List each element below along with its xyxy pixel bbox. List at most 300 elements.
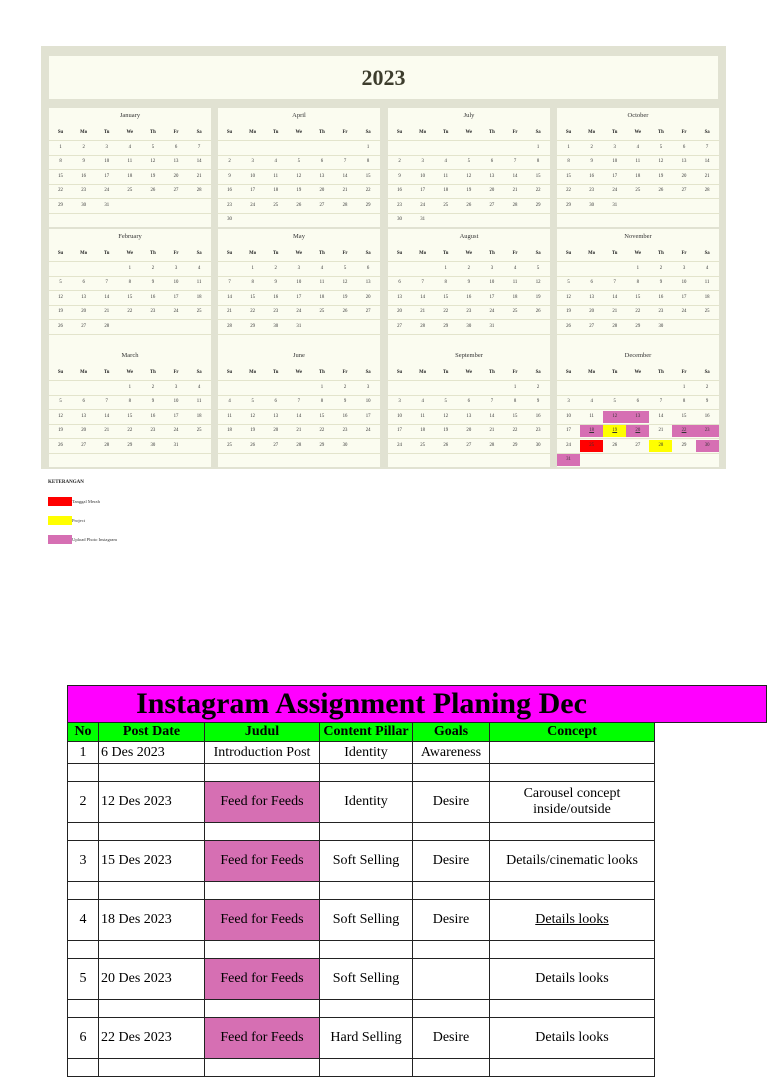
spacer-cell bbox=[320, 941, 413, 959]
day-cell: 7 bbox=[490, 399, 494, 405]
week-row bbox=[557, 155, 719, 170]
weekday-label: Tu bbox=[612, 369, 618, 375]
weekday-label: We bbox=[634, 129, 642, 135]
weekday-label: Sa bbox=[365, 129, 371, 135]
week-row bbox=[49, 334, 211, 349]
month-name: June bbox=[293, 352, 305, 359]
month-april bbox=[218, 108, 380, 227]
day-cell: 8 bbox=[567, 159, 570, 165]
day-cell bbox=[434, 454, 457, 466]
day-cell bbox=[580, 263, 603, 275]
day-cell: 20 bbox=[489, 188, 495, 194]
weekday-label: Mo bbox=[80, 129, 88, 135]
week-row bbox=[49, 453, 211, 468]
day-cell bbox=[580, 382, 603, 394]
day-cell: 8 bbox=[513, 399, 517, 405]
day-cell bbox=[164, 214, 187, 226]
weekday-label: Sa bbox=[704, 369, 710, 375]
day-cell: 24 bbox=[566, 442, 571, 448]
day-cell bbox=[241, 214, 264, 226]
day-cell: 16 bbox=[227, 188, 232, 194]
day-cell: 14 bbox=[104, 294, 110, 300]
day-cell: 22 bbox=[672, 425, 695, 437]
day-cell: 25 bbox=[443, 202, 449, 208]
day-cell: 19 bbox=[58, 428, 63, 434]
day-cell: 5 bbox=[59, 280, 62, 286]
day-cell: 26 bbox=[658, 188, 664, 194]
day-cell: 9 bbox=[228, 173, 231, 179]
day-cell bbox=[388, 142, 411, 154]
weekday-label: Th bbox=[488, 250, 495, 256]
weekday-label: Mo bbox=[419, 129, 427, 135]
spacer-cell bbox=[99, 764, 205, 782]
day-cell: 3 bbox=[251, 159, 254, 165]
day-cell: 27 bbox=[397, 323, 402, 329]
day-cell bbox=[357, 214, 380, 226]
day-cell bbox=[503, 142, 526, 154]
row-concept-text: Details looks bbox=[535, 912, 609, 927]
day-cell: 4 bbox=[128, 144, 132, 150]
day-cell: 8 bbox=[59, 159, 62, 165]
day-cell bbox=[95, 335, 118, 347]
day-cell bbox=[411, 454, 434, 466]
day-cell: 7 bbox=[513, 159, 517, 165]
plan-title-banner bbox=[67, 685, 767, 723]
day-cell: 16 bbox=[273, 294, 279, 300]
day-cell: 13 bbox=[81, 294, 87, 300]
spacer-cell bbox=[205, 1000, 320, 1018]
day-cell: 16 bbox=[150, 294, 156, 300]
day-cell bbox=[49, 214, 72, 226]
day-cell: 28 bbox=[104, 442, 110, 448]
day-cell bbox=[118, 200, 141, 212]
day-cell: 15 bbox=[635, 294, 641, 300]
day-cell: 1 bbox=[682, 384, 686, 390]
day-cell: 26 bbox=[250, 442, 256, 448]
weekday-label: Th bbox=[657, 369, 664, 375]
day-cell bbox=[241, 335, 264, 347]
day-cell bbox=[118, 214, 141, 226]
week-row bbox=[218, 380, 380, 395]
weekday-label: Mo bbox=[588, 369, 596, 375]
day-cell bbox=[696, 335, 719, 347]
day-cell: 22 bbox=[443, 309, 449, 315]
week-row bbox=[388, 276, 550, 291]
day-cell: 4 bbox=[636, 144, 640, 150]
day-cell: 1 bbox=[128, 384, 132, 390]
weekday-label: Tu bbox=[443, 129, 449, 135]
plan-title: Instagram Assignment Planing Dec bbox=[136, 687, 587, 720]
weekday-label: We bbox=[126, 129, 134, 135]
day-cell: 13 bbox=[466, 413, 472, 419]
day-cell: 17 bbox=[397, 428, 402, 434]
day-cell: 13 bbox=[319, 173, 325, 179]
day-cell: 8 bbox=[251, 280, 254, 286]
month-june bbox=[218, 348, 380, 467]
day-cell bbox=[434, 214, 457, 226]
row-judul: Feed for Feeds bbox=[205, 841, 320, 882]
day-cell bbox=[310, 454, 333, 466]
week-row bbox=[388, 409, 550, 424]
day-cell: 20 bbox=[365, 294, 371, 300]
day-cell: 2 bbox=[536, 384, 540, 390]
day-cell bbox=[672, 321, 695, 333]
weekday-label: Mo bbox=[588, 250, 596, 256]
day-cell: 24 bbox=[681, 309, 687, 315]
spacer-row bbox=[68, 1059, 655, 1077]
day-cell: 17 bbox=[250, 188, 256, 194]
day-cell: 2 bbox=[151, 265, 155, 271]
spacer-cell bbox=[68, 1059, 99, 1077]
day-cell: 5 bbox=[251, 399, 254, 405]
row-judul: Feed for Feeds bbox=[205, 782, 320, 823]
day-cell: 22 bbox=[512, 428, 518, 434]
day-cell: 20 bbox=[273, 428, 279, 434]
spacer-cell bbox=[99, 941, 205, 959]
day-cell: 18 bbox=[635, 173, 641, 179]
day-cell: 24 bbox=[612, 188, 618, 194]
spacer-cell bbox=[490, 941, 655, 959]
day-cell: 29 bbox=[535, 202, 541, 208]
weekday-label: Su bbox=[396, 369, 403, 375]
weekday-label: Sa bbox=[535, 250, 541, 256]
row-goals: Awareness bbox=[413, 742, 490, 764]
day-cell: 1 bbox=[567, 144, 570, 150]
day-cell: 21 bbox=[227, 309, 232, 315]
weekday-label: Su bbox=[226, 129, 233, 135]
week-row bbox=[218, 395, 380, 410]
weekday-label: Su bbox=[565, 129, 572, 135]
week-row bbox=[388, 424, 550, 439]
weekday-label: Mo bbox=[588, 129, 596, 135]
week-row bbox=[557, 169, 719, 184]
week-row bbox=[557, 213, 719, 228]
day-cell bbox=[95, 214, 118, 226]
column-header: Judul bbox=[205, 723, 320, 742]
spacer-cell bbox=[413, 1059, 490, 1077]
day-cell: 3 bbox=[105, 144, 108, 150]
day-cell bbox=[310, 214, 333, 226]
day-cell: 2 bbox=[151, 384, 155, 390]
weekday-label: Fr bbox=[342, 129, 348, 135]
week-row bbox=[49, 184, 211, 199]
day-cell bbox=[141, 214, 164, 226]
day-cell: 6 bbox=[398, 280, 401, 286]
day-cell bbox=[72, 454, 95, 466]
day-cell: 28 bbox=[104, 323, 110, 329]
spacer-cell bbox=[413, 823, 490, 841]
day-cell: 11 bbox=[512, 280, 518, 286]
day-cell: 2 bbox=[659, 265, 663, 271]
day-cell bbox=[503, 454, 526, 466]
day-cell: 31 bbox=[420, 217, 426, 223]
weekday-label: Sa bbox=[365, 369, 371, 375]
day-cell: 28 bbox=[296, 442, 302, 448]
spacer-cell bbox=[320, 823, 413, 841]
day-cell: 10 bbox=[681, 280, 687, 286]
day-cell: 22 bbox=[250, 309, 256, 315]
day-cell bbox=[480, 382, 503, 394]
spacer-cell bbox=[68, 764, 99, 782]
day-cell: 30 bbox=[150, 442, 156, 448]
spacer-cell bbox=[320, 1000, 413, 1018]
row-post-date: 6 Des 2023 bbox=[99, 742, 205, 764]
day-cell bbox=[264, 214, 287, 226]
legend-label: Project bbox=[72, 517, 86, 523]
day-cell: 5 bbox=[59, 399, 62, 405]
day-cell: 30 bbox=[535, 442, 541, 448]
day-cell: 3 bbox=[490, 265, 494, 271]
day-cell: 10 bbox=[397, 413, 402, 419]
day-cell bbox=[188, 214, 211, 226]
spacer-cell bbox=[205, 823, 320, 841]
day-cell: 3 bbox=[682, 265, 686, 271]
day-cell bbox=[188, 200, 211, 212]
day-cell bbox=[480, 454, 503, 466]
week-row bbox=[49, 140, 211, 155]
day-cell: 29 bbox=[365, 202, 371, 208]
day-cell bbox=[49, 454, 72, 466]
week-row bbox=[218, 438, 380, 453]
weekday-label: Fr bbox=[342, 250, 348, 256]
week-row bbox=[388, 140, 550, 155]
day-cell bbox=[241, 142, 264, 154]
day-cell bbox=[457, 382, 480, 394]
month-name: January bbox=[119, 112, 141, 119]
day-cell: 14 bbox=[658, 413, 664, 419]
row-judul: Feed for Feeds bbox=[205, 1018, 320, 1059]
day-cell: 7 bbox=[705, 144, 709, 150]
day-cell: 12 bbox=[658, 159, 664, 165]
day-cell: 10 bbox=[173, 399, 179, 405]
day-cell: 1 bbox=[251, 265, 254, 271]
day-cell: 28 bbox=[512, 202, 518, 208]
day-cell: 11 bbox=[127, 159, 133, 165]
day-cell bbox=[333, 321, 356, 333]
week-row bbox=[218, 169, 380, 184]
spacer-cell bbox=[205, 764, 320, 782]
weekday-label: We bbox=[465, 250, 473, 256]
day-cell: 1 bbox=[636, 265, 640, 271]
day-cell: 25 bbox=[196, 428, 202, 434]
day-cell: 23 bbox=[466, 309, 472, 315]
day-cell bbox=[649, 382, 672, 394]
day-cell: 28 bbox=[196, 188, 202, 194]
day-cell: 7 bbox=[421, 280, 424, 286]
row-content-pillar: Identity bbox=[320, 782, 413, 823]
day-cell: 24 bbox=[397, 442, 402, 448]
day-cell: 2 bbox=[398, 159, 401, 165]
day-cell: 28 bbox=[649, 440, 672, 452]
day-cell bbox=[696, 454, 719, 466]
day-cell: 3 bbox=[297, 265, 301, 271]
day-cell: 26 bbox=[535, 309, 541, 315]
day-cell: 6 bbox=[590, 280, 593, 286]
day-cell bbox=[388, 263, 411, 275]
day-cell: 21 bbox=[342, 188, 348, 194]
day-cell bbox=[357, 440, 380, 452]
day-cell: 27 bbox=[273, 442, 279, 448]
week-row bbox=[49, 290, 211, 305]
row-goals: Desire bbox=[413, 1018, 490, 1059]
day-cell: 30 bbox=[589, 202, 595, 208]
day-cell bbox=[603, 454, 626, 466]
day-cell: 3 bbox=[567, 399, 570, 405]
day-cell: 11 bbox=[635, 159, 641, 165]
week-row bbox=[388, 213, 550, 228]
spacer-row bbox=[68, 941, 655, 959]
row-content-pillar: Soft Selling bbox=[320, 959, 413, 1000]
row-post-date: 15 Des 2023 bbox=[99, 841, 205, 882]
calendar-year: 2023 bbox=[49, 56, 718, 99]
day-cell: 10 bbox=[420, 173, 426, 179]
week-row bbox=[49, 424, 211, 439]
plan-header-row bbox=[68, 723, 655, 742]
day-cell: 1 bbox=[59, 144, 62, 150]
day-cell: 11 bbox=[196, 399, 202, 405]
day-cell: 30 bbox=[342, 442, 348, 448]
day-cell bbox=[310, 335, 333, 347]
day-cell: 23 bbox=[696, 425, 719, 437]
weekday-label: Th bbox=[657, 250, 664, 256]
day-cell: 23 bbox=[589, 188, 595, 194]
day-cell: 8 bbox=[636, 280, 640, 286]
day-cell bbox=[480, 214, 503, 226]
day-cell: 27 bbox=[365, 309, 371, 315]
day-cell bbox=[457, 214, 480, 226]
week-row bbox=[557, 290, 719, 305]
row-no: 4 bbox=[68, 900, 99, 941]
day-cell: 4 bbox=[421, 399, 424, 405]
day-cell: 23 bbox=[273, 309, 279, 315]
day-cell bbox=[672, 200, 695, 212]
day-cell bbox=[164, 200, 187, 212]
day-cell: 11 bbox=[589, 413, 594, 419]
day-cell: 5 bbox=[297, 159, 301, 165]
week-row bbox=[218, 184, 380, 199]
spacer-cell bbox=[99, 823, 205, 841]
day-cell: 28 bbox=[342, 202, 348, 208]
weekday-row bbox=[388, 245, 550, 261]
day-cell bbox=[580, 214, 603, 226]
day-cell: 8 bbox=[320, 399, 324, 405]
day-cell: 13 bbox=[681, 159, 687, 165]
day-cell: 19 bbox=[342, 294, 348, 300]
day-cell bbox=[557, 382, 580, 394]
month-october bbox=[557, 108, 719, 227]
weekday-row bbox=[49, 124, 211, 140]
day-cell: 2 bbox=[343, 384, 347, 390]
day-cell: 26 bbox=[58, 442, 63, 448]
weekday-label: Fr bbox=[681, 250, 687, 256]
day-cell: 27 bbox=[681, 188, 687, 194]
day-cell bbox=[72, 263, 95, 275]
day-cell bbox=[411, 263, 434, 275]
column-header: Content Pillar bbox=[320, 723, 413, 742]
row-content-pillar: Soft Selling bbox=[320, 900, 413, 941]
day-cell: 15 bbox=[365, 173, 371, 179]
day-cell: 15 bbox=[512, 413, 518, 419]
day-cell: 7 bbox=[228, 280, 231, 286]
day-cell bbox=[141, 454, 164, 466]
day-cell: 13 bbox=[365, 280, 371, 286]
week-row bbox=[49, 155, 211, 170]
weekday-label: We bbox=[634, 250, 642, 256]
week-row bbox=[49, 409, 211, 424]
week-row bbox=[557, 409, 719, 424]
weekday-label: Fr bbox=[512, 250, 518, 256]
spacer-cell bbox=[490, 823, 655, 841]
day-cell bbox=[241, 382, 264, 394]
day-cell: 6 bbox=[490, 159, 494, 165]
legend-item bbox=[48, 534, 117, 544]
weekday-row bbox=[49, 245, 211, 261]
day-cell: 2 bbox=[705, 384, 709, 390]
weekday-label: Th bbox=[149, 250, 156, 256]
day-cell: 20 bbox=[81, 309, 87, 315]
day-cell: 29 bbox=[443, 323, 449, 329]
month-january bbox=[49, 108, 211, 227]
day-cell bbox=[72, 214, 95, 226]
day-cell: 30 bbox=[81, 202, 87, 208]
row-concept bbox=[490, 742, 655, 764]
day-cell bbox=[264, 335, 287, 347]
day-cell: 19 bbox=[150, 173, 156, 179]
day-cell bbox=[310, 321, 333, 333]
week-row bbox=[557, 453, 719, 468]
day-cell: 15 bbox=[58, 173, 63, 179]
spacer-cell bbox=[99, 882, 205, 900]
day-cell: 17 bbox=[489, 294, 495, 300]
day-cell bbox=[626, 382, 649, 394]
day-cell: 2 bbox=[467, 265, 471, 271]
weekday-label: Tu bbox=[273, 250, 279, 256]
day-cell bbox=[672, 454, 695, 466]
day-cell: 13 bbox=[589, 294, 595, 300]
weekday-row bbox=[557, 245, 719, 261]
weekday-label: Su bbox=[57, 129, 64, 135]
day-cell bbox=[72, 382, 95, 394]
day-cell: 26 bbox=[612, 442, 618, 448]
day-cell: 26 bbox=[443, 442, 449, 448]
day-cell: 12 bbox=[342, 280, 348, 286]
day-cell: 6 bbox=[320, 159, 324, 165]
day-cell bbox=[118, 454, 141, 466]
day-cell: 4 bbox=[274, 159, 277, 165]
day-cell: 9 bbox=[467, 280, 471, 286]
week-row bbox=[388, 453, 550, 468]
day-cell: 7 bbox=[613, 280, 616, 286]
day-cell: 4 bbox=[320, 265, 324, 271]
weekday-label: Sa bbox=[704, 250, 710, 256]
day-cell: 12 bbox=[58, 294, 63, 300]
week-row bbox=[388, 334, 550, 349]
day-cell bbox=[580, 454, 603, 466]
day-cell: 6 bbox=[82, 280, 85, 286]
day-cell bbox=[603, 335, 626, 347]
calendar-sheet bbox=[41, 46, 726, 469]
day-cell: 12 bbox=[466, 173, 472, 179]
day-cell: 12 bbox=[566, 294, 571, 300]
day-cell: 19 bbox=[296, 188, 302, 194]
column-header: No bbox=[68, 723, 99, 742]
day-cell: 10 bbox=[489, 280, 495, 286]
weekday-label: Tu bbox=[443, 250, 449, 256]
weekday-label: We bbox=[126, 369, 134, 375]
day-cell: 26 bbox=[466, 202, 472, 208]
day-cell: 4 bbox=[513, 265, 517, 271]
weekday-label: Sa bbox=[196, 369, 202, 375]
